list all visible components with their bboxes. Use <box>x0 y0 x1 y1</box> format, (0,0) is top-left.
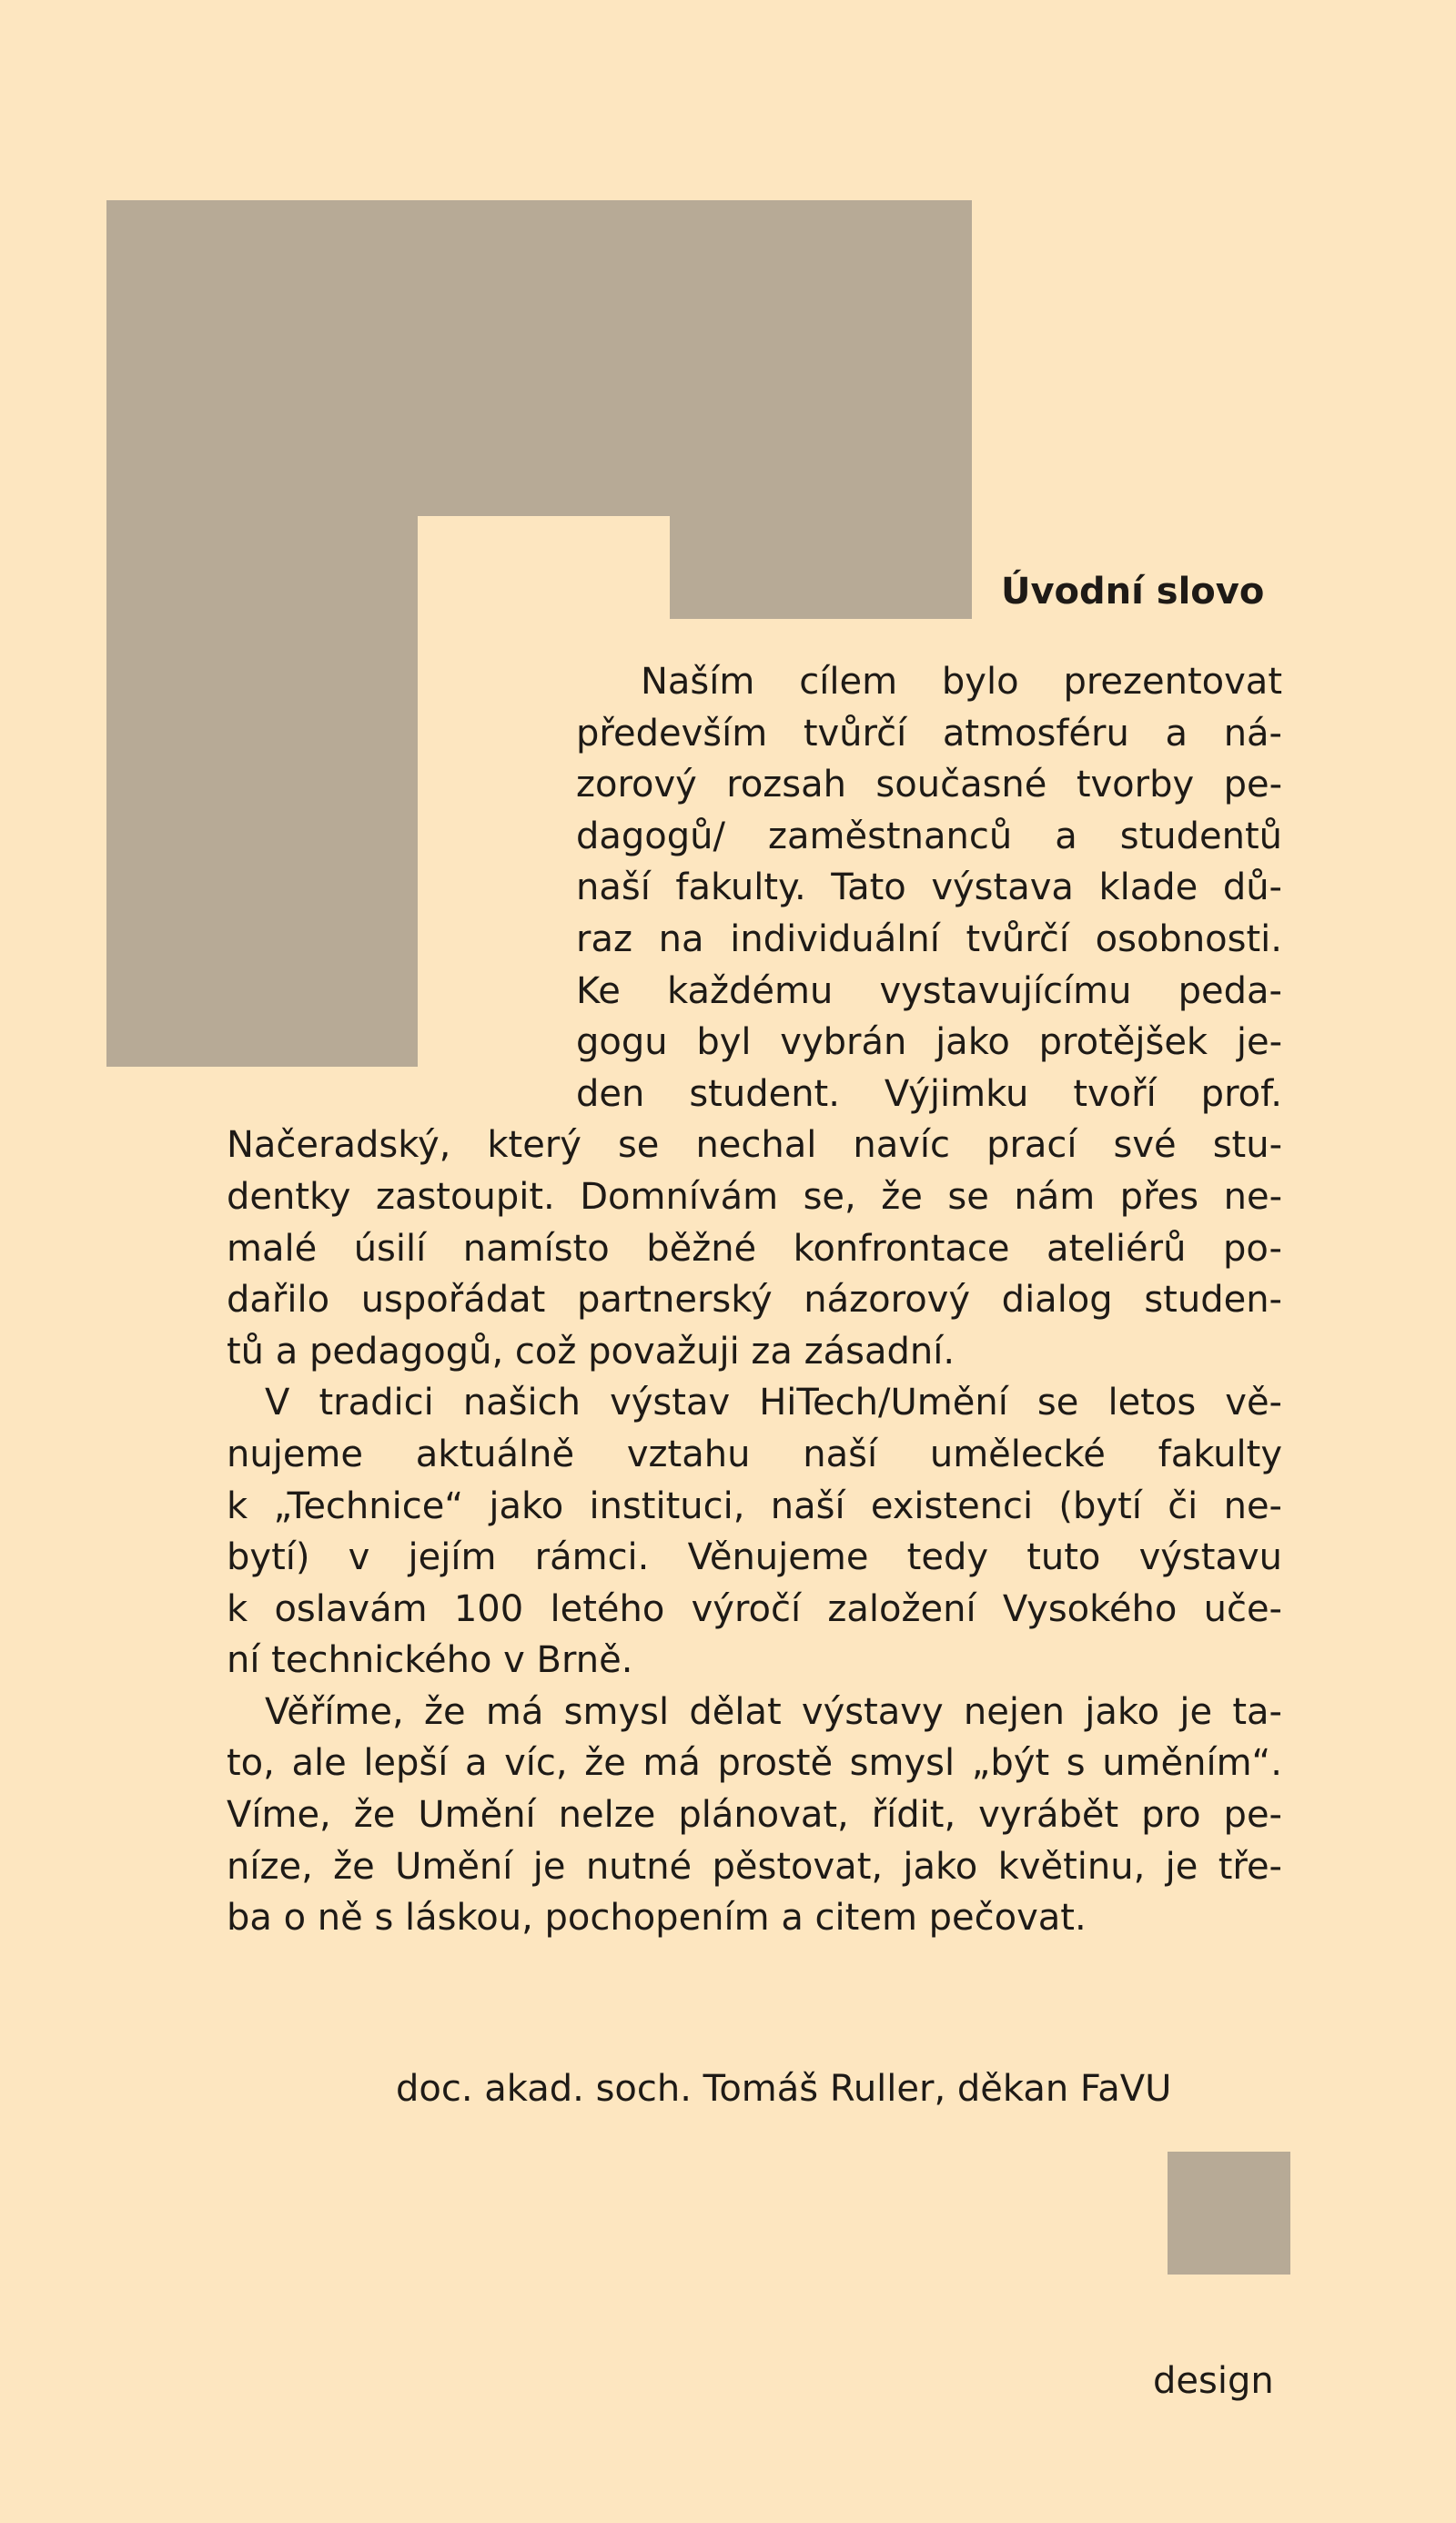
text-line: to, ale lepší a víc, že má prostě smysl „být s uměním“. <box>227 1742 1282 1785</box>
text-line: malé úsilí namísto běžné konfrontace ateliérů po- <box>227 1227 1282 1270</box>
text-line: ní technického v Brně. <box>227 1639 633 1682</box>
text-line: raz na individuální tvůrčí osobnosti. <box>576 917 1282 960</box>
decorative-block-small <box>1168 2152 1290 2275</box>
text-line: naší fakulty. Tato výstava klade dů- <box>576 866 1282 909</box>
body-text <box>227 656 1282 1967</box>
text-line: k „Technice“ jako instituci, naší existenci (bytí či ne- <box>227 1484 1282 1527</box>
text-line: dařilo uspořádat partnerský názorový dialog studen- <box>227 1279 1282 1322</box>
text-line: gogu byl vybrán jako protějšek je- <box>576 1021 1282 1064</box>
text-line: ba o ně s láskou, pochopením a citem pečovat. <box>227 1897 1087 1940</box>
text-line: k oslavám 100 letého výročí založení Vysokého uče- <box>227 1587 1282 1630</box>
decorative-block-top <box>106 200 972 516</box>
text-line: Naším cílem bylo prezentovat <box>641 661 1282 703</box>
text-line: Víme, že Umění nelze plánovat, řídit, vyrábět pro pe- <box>227 1794 1282 1837</box>
text-line: V tradici našich výstav HiTech/Umění se letos vě- <box>265 1382 1282 1424</box>
text-line: nujeme aktuálně vztahu naší umělecké fakulty <box>227 1433 1282 1475</box>
text-line: především tvůrčí atmosféru a ná- <box>576 712 1282 755</box>
text-line: dagogů/ zaměstnanců a studentů <box>576 815 1282 857</box>
text-line: Načeradský, který se nechal navíc prací své stu- <box>227 1124 1282 1167</box>
text-line: den student. Výjimku tvoří prof. <box>576 1072 1282 1115</box>
decorative-block-right <box>670 510 972 619</box>
design-label: design <box>1153 2360 1274 2402</box>
text-line: tů a pedagogů, což považuji za zásadní. <box>227 1330 956 1373</box>
text-line: bytí) v jejím rámci. Věnujeme tedy tuto výstavu <box>227 1536 1282 1579</box>
text-line: zorový rozsah současné tvorby pe- <box>576 764 1282 806</box>
page-title: Úvodní slovo <box>1001 571 1265 613</box>
text-line: Věříme, že má smysl dělat výstavy nejen jako je ta- <box>265 1690 1282 1733</box>
signature: doc. akad. soch. Tomáš Ruller, děkan FaVU <box>396 2068 1172 2110</box>
text-line: Ke každému vystavujícímu peda- <box>576 969 1282 1012</box>
text-line: dentky zastoupit. Domnívám se, že se nám přes ne- <box>227 1175 1282 1218</box>
text-line: níze, že Umění je nutné pěstovat, jako květinu, je tře- <box>227 1845 1282 1888</box>
